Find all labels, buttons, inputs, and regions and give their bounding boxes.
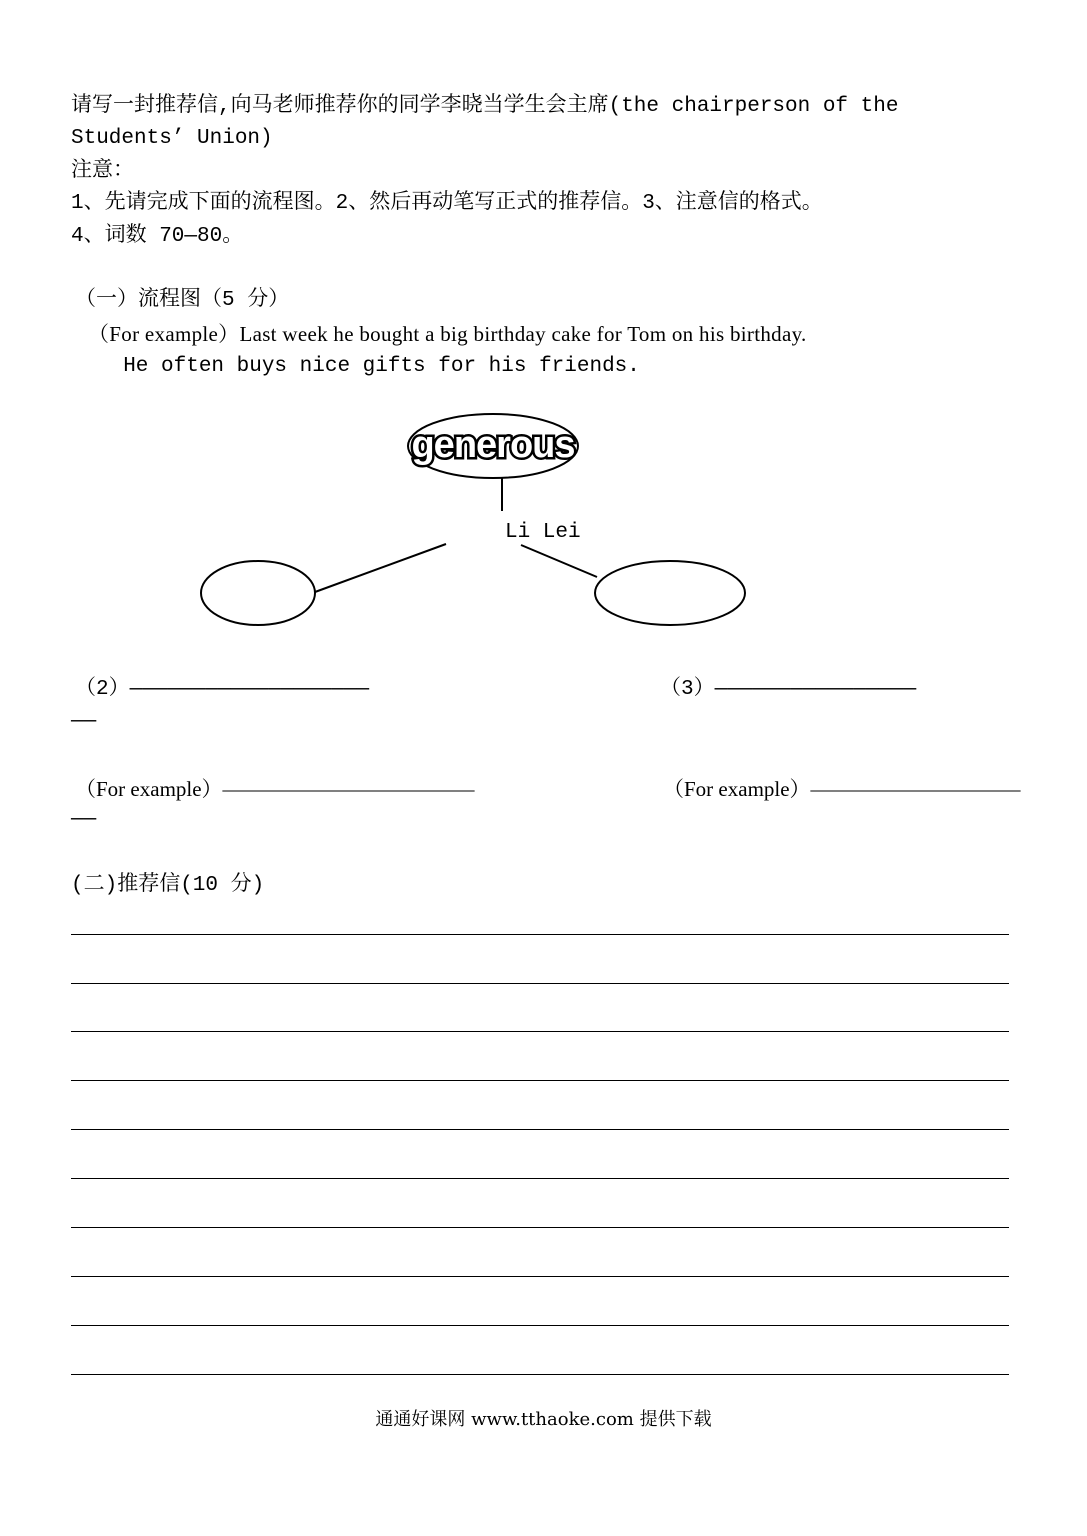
writing-line bbox=[71, 1276, 1009, 1277]
notice-item-2: 4、词数 70—80。 bbox=[71, 225, 244, 248]
writing-line bbox=[71, 1325, 1009, 1326]
writing-line bbox=[71, 1374, 1009, 1375]
answer-2-label: （2）——————————————————— bbox=[75, 678, 370, 701]
intro-line-2: Students’ Union) bbox=[71, 127, 273, 150]
example-line-2: He often buys nice gifts for his friends. bbox=[98, 355, 640, 378]
answer-2-continuation: —— bbox=[71, 710, 97, 733]
page-footer: 通通好课网 www.tthaoke.com 提供下载 bbox=[375, 1409, 712, 1430]
example-continuation: —— bbox=[71, 808, 97, 831]
section-2-title: (二)推荐信(10 分) bbox=[71, 874, 265, 897]
section-1-title: （一）流程图（5 分） bbox=[75, 289, 290, 312]
right-ellipse bbox=[595, 561, 745, 625]
left-ellipse bbox=[201, 561, 315, 625]
flow-diagram bbox=[0, 0, 1087, 700]
writing-line bbox=[71, 1129, 1009, 1130]
right-connector bbox=[521, 545, 597, 577]
writing-line bbox=[71, 1178, 1009, 1179]
notice-title: 注意： bbox=[71, 160, 134, 183]
center-label: Li Lei bbox=[505, 521, 581, 544]
writing-line bbox=[71, 1031, 1009, 1032]
example-right: （For example）—————————— bbox=[663, 777, 1021, 801]
writing-line bbox=[71, 983, 1009, 984]
writing-line bbox=[71, 1227, 1009, 1228]
notice-item-1: 1、先请完成下面的流程图。2、然后再动笔写正式的推荐信。3、注意信的格式。 bbox=[71, 192, 823, 215]
left-connector bbox=[315, 544, 446, 592]
answer-3-label: （3）———————————————— bbox=[660, 678, 917, 701]
example-left: （For example）———————————— bbox=[75, 777, 475, 801]
writing-line bbox=[71, 1080, 1009, 1081]
generous-word: generous bbox=[411, 424, 575, 466]
intro-line-1: 请写一封推荐信,向马老师推荐你的同学李晓当学生会主席(the chairperson of the bbox=[71, 95, 899, 118]
writing-line bbox=[71, 934, 1009, 935]
example-line-1: （For example）Last week he bought a big birthday cake for Tom on his birthday. bbox=[88, 322, 807, 346]
